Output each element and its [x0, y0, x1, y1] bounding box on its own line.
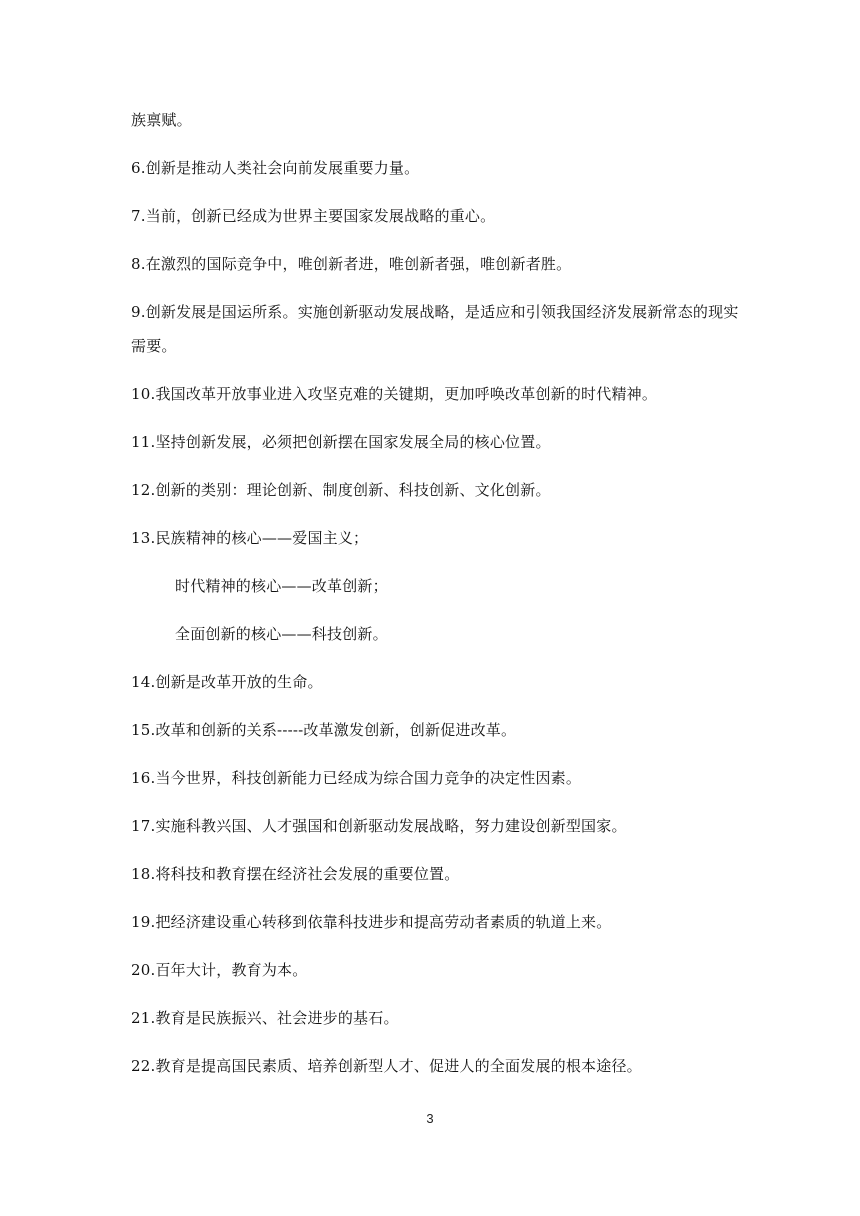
text-line: 8.在激烈的国际竞争中，唯创新者进，唯创新者强，唯创新者胜。	[131, 255, 572, 273]
text-line: 族禀赋。	[131, 111, 192, 129]
text-line-indented: 全面创新的核心——科技创新。	[175, 625, 388, 643]
text-line: 16.当今世界，科技创新能力已经成为综合国力竞争的决定性因素。	[131, 769, 582, 787]
text-line: 10.我国改革开放事业进入攻坚克难的关键期，更加呼唤改革创新的时代精神。	[131, 385, 658, 403]
text-line-indented: 时代精神的核心——改革创新；	[175, 577, 388, 595]
text-line: 14.创新是改革开放的生命。	[131, 673, 323, 691]
text-line: 需要。	[131, 337, 177, 355]
text-line: 15.改革和创新的关系-----改革激发创新，创新促进改革。	[131, 721, 517, 739]
text-line: 17.实施科教兴国、人才强国和创新驱动发展战略，努力建设创新型国家。	[131, 817, 627, 835]
text-line: 11.坚持创新发展，必须把创新摆在国家发展全局的核心位置。	[131, 433, 551, 451]
text-line: 12.创新的类别：理论创新、制度创新、科技创新、文化创新。	[131, 481, 551, 499]
text-line: 22.教育是提高国民素质、培养创新型人才、促进人的全面发展的根本途径。	[131, 1057, 642, 1075]
text-line: 13.民族精神的核心——爱国主义；	[131, 529, 369, 547]
page-number: 3	[426, 1111, 434, 1126]
text-line: 21.教育是民族振兴、社会进步的基石。	[131, 1009, 399, 1027]
text-line: 7.当前，创新已经成为世界主要国家发展战略的重心。	[131, 207, 496, 225]
text-line: 18.将科技和教育摆在经济社会发展的重要位置。	[131, 865, 460, 883]
text-line: 20.百年大计，教育为本。	[131, 961, 308, 979]
text-line: 9.创新发展是国运所系。实施创新驱动发展战略，是适应和引领我国经济发展新常态的现实	[131, 303, 739, 321]
text-line: 6.创新是推动人类社会向前发展重要力量。	[131, 159, 420, 177]
text-line: 19.把经济建设重心转移到依靠科技进步和提高劳动者素质的轨道上来。	[131, 913, 612, 931]
